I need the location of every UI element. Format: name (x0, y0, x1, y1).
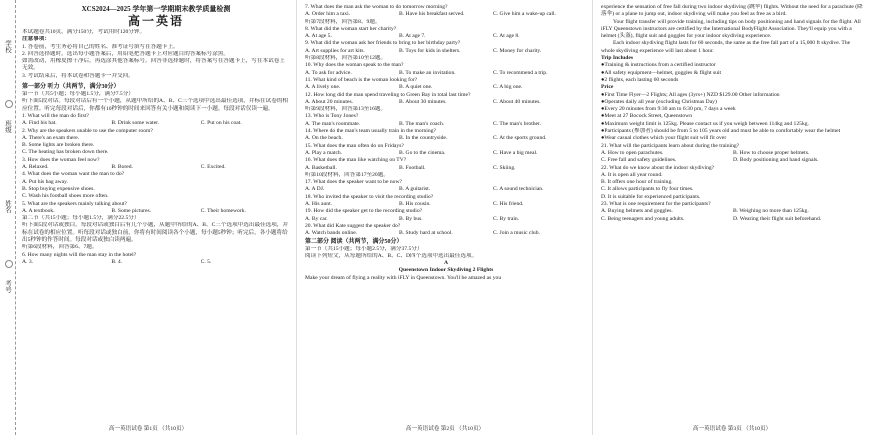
answer-options (22, 208, 290, 215)
option: A. The man's roommate. (305, 120, 361, 127)
option: C. To recommend a trip. (493, 69, 548, 76)
passage-paragraph: Each indoor skydiving flight lasts for 60 seconds, the same as the free fall part of a 15,000 ft skydive. The whole skydiving experience will last about 1 hour. (601, 40, 851, 54)
option: A. 3. (22, 258, 34, 265)
option: C. Join a music club. (493, 230, 540, 237)
note-item: 3. 考试结束后，将本试卷和答题卡一并交回。 (22, 72, 134, 79)
option: B. It offers one hour of training. (601, 179, 673, 186)
answer-options (22, 259, 290, 266)
answer-options (305, 230, 587, 237)
option: B. Weighing no more than 125kg. (733, 208, 809, 215)
answer-options (305, 135, 587, 142)
question-stem: 22. What do we know about the indoor skydiving? (601, 164, 715, 171)
answer-options (305, 33, 587, 40)
answer-options (305, 48, 587, 55)
answer-options (305, 186, 587, 193)
option: B. Some pictures. (111, 207, 152, 214)
option: A. Relaxed. (22, 164, 49, 171)
option: A. To ask for advice. (305, 69, 352, 76)
option: A. By car. (305, 215, 328, 222)
note-item: 如需改动，用橡皮擦干净后，再选涂其他答案标号。回答非选择题时，将答案写在答题卡上，写在本试卷上无效。 (22, 58, 285, 72)
option: C. 5. (200, 258, 212, 265)
price-title: Price (601, 84, 614, 91)
answer-options (305, 150, 587, 157)
answer-options (305, 11, 587, 18)
option: C. At age 8. (493, 33, 520, 40)
question-stem: 12. How long did the man spend traveling to Green Bay in total last time? (305, 91, 471, 98)
exam-intro: 本试题卷共10页，满分150分，考试用时120分钟。 (22, 29, 146, 35)
material-note: 听第10段材料，回答第17至20题。 (305, 171, 389, 178)
section2-title: 第二节（共15小题；每小题1.5分，满分22.5分） (22, 215, 140, 222)
material-note: 听第8段材料，回答第10至12题。 (305, 55, 387, 62)
question-stem: 10. Why does the woman speak to the man? (305, 62, 404, 69)
question-stem: 15. What does the man often do on Fridays? (305, 142, 404, 149)
subject-title: 高一英语 (127, 14, 184, 28)
answer-options (601, 216, 865, 223)
price-item: ●Every 20 minutes from 9:30 am to 6:30 pm, 7 days a week (601, 106, 736, 113)
option: A. Watch bands online. (305, 230, 358, 237)
question-stem: 5. What are the speakers mainly talking about? (22, 200, 127, 207)
exam-page-3 (592, 0, 870, 435)
material-note: 听第9段材料，回答第13至16题。 (305, 106, 387, 113)
option: C. Skiing. (493, 164, 516, 171)
option: C. Wash his football shoes more often. (22, 193, 109, 200)
option: C. The heating has broken down there. (22, 149, 109, 156)
option: B. Toys for kids in shelters. (399, 47, 461, 54)
option: B. 4. (111, 258, 123, 265)
answer-options (305, 121, 587, 128)
option: C. A sound technician. (493, 186, 544, 193)
option: D. Body positioning and hand signals. (733, 157, 819, 164)
price-item: ●First Time Flyer—2 Flights; All ages (3yrs+) NZD $129.00 Other information (601, 91, 780, 98)
option: A. It is open all year round. (601, 171, 663, 178)
answer-options (601, 150, 865, 157)
price-item: ●Operates daily all year (excluding Christmas Day) (601, 98, 717, 105)
question-stem: 2. Why are the speakers unable to use the computer room? (22, 127, 153, 134)
part2-title: 第二部分 阅读（共两节，满分50分） (305, 238, 403, 245)
answer-options (305, 216, 587, 223)
passage-title: Queenstown Indoor Skydiving 2 Flights (398, 267, 494, 274)
notes-title: 注意事项： (22, 36, 50, 43)
option: C. By train. (493, 215, 520, 222)
question-stem: 14. Where do the man's team usually train in the morning? (305, 128, 436, 135)
option: C. Money for charity. (493, 47, 542, 54)
price-item: ●Wear casual clothes which your flight suit will fit over (601, 135, 727, 142)
part1-title: 第一部分 听力（共两节，满分30分） (22, 84, 120, 91)
trip-item: ●Training & instructions from a certified instructor (601, 62, 716, 69)
price-item: ●Maximum weight limit is 125kg. Please contact us if you weigh between 114kg and 125kg. (601, 120, 809, 127)
option: A. His aunt. (305, 201, 333, 208)
answer-options (305, 84, 587, 91)
passage-text: Make your dream of flying a reality with iFLY in Queenstown. You'll be amazed as you (305, 274, 502, 281)
option: C. It allows participants to fly four times. (601, 186, 694, 193)
trip-item: ●2 flights, each lasting 60 seconds (601, 76, 679, 83)
option: B. Bored. (111, 164, 133, 171)
answer-options (305, 70, 587, 77)
option: D. It is suitable for experienced participants. (601, 193, 701, 200)
side-label: 考号 (4, 280, 11, 293)
trip-item: ●All safety equipment—helmet, goggles & flight suit (601, 69, 722, 76)
answer-options (601, 208, 865, 215)
question-stem: 1. What will the man do first? (22, 112, 89, 119)
option: B. A guitarist. (399, 186, 431, 193)
part2-section1-title: 第一节（共15小题；每小题2.5分，满分37.5分） (305, 245, 423, 252)
question-stem: 11. What kind of beach is the woman looking for? (305, 76, 418, 83)
option: C. A big one. (493, 84, 523, 91)
option: C. His friend. (493, 201, 524, 208)
passage-letter: A (443, 260, 449, 267)
option: B. Football. (399, 164, 426, 171)
trip-includes-title: Trip Includes (601, 55, 634, 62)
binding-hole-icon (5, 260, 13, 268)
exam-page-2 (296, 0, 593, 435)
option: C. Have a big meal. (493, 149, 538, 156)
question-stem: 7. What does the man ask the woman to do tomorrow morning? (305, 4, 448, 10)
answer-options (601, 157, 865, 164)
option: C. The man's brother. (493, 120, 541, 127)
option: B. Study hard at school. (399, 230, 453, 237)
question-stem: 16. What does the man like watching on TV? (305, 157, 407, 164)
option: A. On the beach. (305, 135, 343, 142)
price-item: ●Participants (参加者) should be from 5 to 105 years old and must be able to comfortably wear the helmet (601, 128, 841, 135)
section2-instructions: 听下面5段对话或独白。每段对话或独白后有几个小题，从题中所给的A、B、C三个选项中选出最佳选项，并标在试卷的相应位置。听每段对话或独白前，你将有时间阅读各个小题，每小题5秒钟；听完后，各小题将给出5秒钟的作答时间。每段对话或独白读两遍。 (22, 222, 289, 244)
option: B. His cousin. (399, 201, 431, 208)
question-stem: 6. How many nights will the man stay in the hotel? (22, 251, 137, 258)
answer-options (22, 120, 290, 127)
option: C. Being teenagers and young adults. (601, 215, 685, 222)
side-label: 姓名 (4, 200, 11, 213)
option: A. Buying helmets and goggles. (601, 208, 673, 215)
option: B. Drink some water. (111, 120, 160, 127)
option: C. Their homework. (200, 207, 246, 214)
option: C. At the sports ground. (493, 135, 547, 142)
section1-instructions: 听下面5段对话。每段对话后有一个小题，从题中所给的A、B、C三个选项中选出最佳选项，并标在试卷的相应位置。听完每段对话后，你都有10秒钟的时间来回答有关小题和阅读下一小题。每段对话仅读一遍。 (22, 98, 289, 112)
option: A. Art supplies for art kits. (305, 47, 365, 54)
option: A. Find his hat. (22, 120, 57, 127)
option: D. Wearing their flight suit beforehand. (733, 215, 822, 222)
side-label: 学校 (4, 40, 11, 53)
option: C. Give him a wake-up call. (493, 11, 556, 18)
exam-header: XCS2024—2025 学年第一学期期末教学质量检测 (81, 5, 231, 13)
option: C. Put on his coat. (200, 120, 242, 127)
option: B. Have his breakfast served. (399, 11, 465, 18)
option: C. Free fall and safety guidelines. (601, 157, 677, 164)
side-label: 班级 (4, 120, 11, 133)
note-item: 2. 回答选择题时，选出每小题答案后，用铅笔把答题卡上对应题目的答案标号涂黑。 (22, 50, 229, 57)
answer-options (305, 99, 587, 106)
question-stem: 17. What does the speaker want to be now? (305, 179, 402, 186)
option: A. There's an exam there. (22, 134, 80, 141)
note-item: 1. 答卷前，考生务必将自己的姓名、准考证号填写在答题卡上。 (22, 43, 179, 50)
question-stem: 19. How did the speaker get to the recording studio? (305, 208, 423, 215)
option: A. Put his bag away. (22, 178, 68, 185)
part2-instructions: 阅读下列短文，从每题所给的A、B、C、D四个选项中选出最佳选项。 (305, 252, 478, 259)
question-stem: 20. What did Kate suggest the speaker do? (305, 222, 401, 229)
question-stem: 8. What did the woman start her charity? (305, 25, 397, 32)
question-stem: 18. Who invited the speaker to visit the recording studio? (305, 193, 434, 200)
answer-options (305, 201, 587, 208)
option: B. The man's coach. (399, 120, 445, 127)
option: B. Go to the cinema. (399, 149, 446, 156)
option: C. About 40 minutes. (493, 98, 541, 105)
option: A. About 20 minutes. (305, 98, 354, 105)
option: A. How to open parachutes. (601, 149, 664, 156)
question-stem: 9. What did the woman ask her friends to bring to her birthday party? (305, 40, 461, 47)
option: A. Basketball. (305, 164, 337, 171)
option: B. A quiet one. (399, 84, 433, 91)
binding-hole-icon (5, 100, 13, 108)
section1-title: 第一节（共5小题；每小题1.5分，满分7.5分） (22, 91, 134, 98)
option: A. Play a match. (305, 149, 343, 156)
page-footer: 高一英语试卷 第1页 （共10页） (108, 426, 188, 432)
question-stem: 23. What is one requirement for the participants? (601, 201, 711, 208)
passage-paragraph: experience the sensation of free fall during two indoor skydiving (跳伞) flights. Without the need for a parachute (降落伞) or a plane to jump out, indoor skydiving will make you feel as free as a bird. (601, 4, 863, 18)
option: B. How to choose proper helmets. (733, 149, 810, 156)
question-stem: 4. What does the woman want the man to do? (22, 171, 125, 178)
option: B. To make an invitation. (399, 69, 456, 76)
option: A. A lively one. (305, 84, 341, 91)
exam-page-1 (0, 0, 296, 435)
option: B. By bus. (399, 215, 423, 222)
answer-options (22, 164, 290, 171)
option: B. At age 7. (399, 33, 426, 40)
option: A. Order him a taxi. (305, 11, 351, 18)
page-footer: 高一英语试卷 第2页 （共10页） (405, 426, 485, 432)
page-footer: 高一英语试卷 第3页 （共10页） (692, 426, 772, 432)
option: A. A textbook. (22, 207, 55, 214)
option: B. Some lights are broken there. (22, 142, 95, 149)
option: B. Stop buying expensive shoes. (22, 185, 95, 192)
material-note: 听第6段材料，回答第6、7题。 (22, 244, 98, 251)
question-stem: 21. What will the participants learn about during the training? (601, 142, 740, 149)
question-stem: 13. Who is Tony Jones? (305, 113, 359, 120)
answer-options (305, 165, 587, 172)
question-list (305, 4, 587, 238)
option: C. Excited. (200, 164, 226, 171)
option: B. About 30 minutes. (399, 98, 447, 105)
passage-paragraph: Your flight transfer will provide training, including tips on body positioning and hand signals for the flight. All iFLY Queenstown instructors are certified by the International BodyFlight Association. They'll equip you with a helmet (头盔), flight suit and goggles for your indoor skydiving experience. (601, 18, 861, 40)
option: B. In the countryside. (399, 135, 448, 142)
material-note: 听第7段材料，回答第8、9题。 (305, 18, 381, 25)
binding-margin (1, 0, 16, 435)
option: A. A DJ. (305, 186, 325, 193)
question-stem: 3. How does the woman feel now? (22, 156, 100, 163)
option: A. At age 5. (305, 33, 332, 40)
price-item: ●Meet at 27 Bocock Street, Queenstown (601, 113, 692, 120)
